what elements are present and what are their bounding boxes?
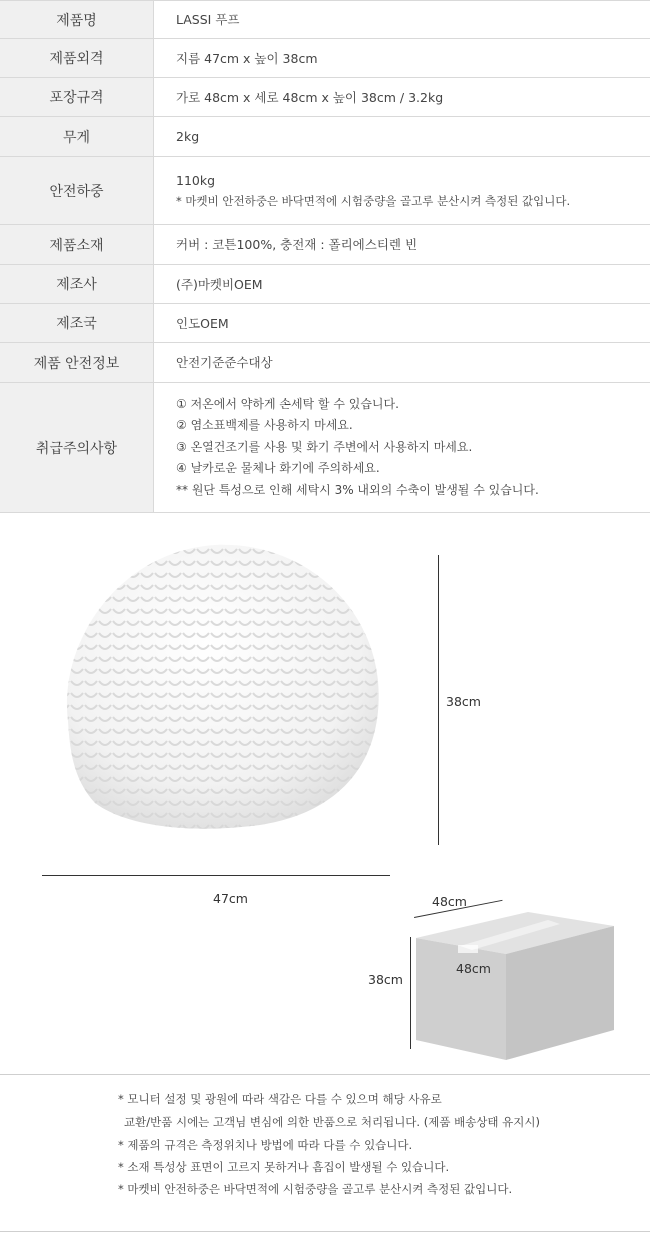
spec-table <box>0 0 650 513</box>
spec-row-dimensions <box>0 39 650 78</box>
spec-row-country <box>0 304 650 343</box>
spec-label: 무게 <box>0 117 154 156</box>
spec-row-material <box>0 225 650 265</box>
spec-value: 가로 48cm x 세로 48cm x 높이 38cm / 3.2kg <box>176 89 444 105</box>
box-height-label: 38cm <box>368 972 403 987</box>
spec-row-manufacturer <box>0 265 650 304</box>
spec-row-safe-load <box>0 157 650 225</box>
notice-section <box>0 1074 650 1232</box>
spec-label: 제품 안전정보 <box>0 343 154 382</box>
care-item: ② 염소표백제를 사용하지 마세요. <box>176 418 353 433</box>
spec-label: 취급주의사항 <box>0 383 154 512</box>
care-item: ** 원단 특성으로 인해 세탁시 3% 내외의 수축이 발생될 수 있습니다. <box>176 482 539 497</box>
spec-value: 안전기준준수대상 <box>176 355 273 370</box>
spec-row-packaging <box>0 78 650 117</box>
notice-line: * 제품의 규격은 측정위치나 방법에 따라 다를 수 있습니다. <box>118 1138 413 1152</box>
spec-label: 포장규격 <box>0 78 154 116</box>
product-illustration <box>0 511 650 1073</box>
notice-line: * 마켓비 안전하중은 바닥면적에 시험중량을 골고루 분산시켜 측정된 값입니다. <box>118 1182 513 1196</box>
notice-line: * 소재 특성상 표면이 고르지 못하거나 흠집이 발생될 수 있습니다. <box>118 1160 450 1174</box>
spec-value: LASSI 푸프 <box>176 12 240 27</box>
spec-value: 지름 47cm x 높이 38cm <box>176 50 318 66</box>
box-top-label: 48cm <box>432 894 467 909</box>
spec-value: 커버 : 코튼100%, 충전재 : 폴리에스티렌 빈 <box>176 237 418 252</box>
spec-value: (주)마켓비OEM <box>176 276 263 292</box>
notice-line: 교환/반품 시에는 고객님 변심에 의한 반품으로 처리됩니다. (제품 배송상태 유지시) <box>124 1115 540 1129</box>
spec-row-safety-info <box>0 343 650 383</box>
spec-note: * 마켓비 안전하중은 바닥면적에 시험중량을 골고루 분산시켜 측정된 값입니다. <box>176 193 571 208</box>
spec-label: 제조사 <box>0 265 154 303</box>
box-height-dimension-line <box>410 937 411 1049</box>
spec-label: 제품외격 <box>0 39 154 77</box>
spec-row-weight <box>0 117 650 157</box>
notice-line: * 모니터 설정 및 광원에 따라 색감은 다를 수 있으며 해당 사유로 <box>118 1092 442 1106</box>
care-item: ④ 날카로운 물체나 화기에 주의하세요. <box>176 461 380 476</box>
spec-value: 2kg <box>176 129 200 144</box>
spec-value: 110kg <box>176 172 216 188</box>
height-dimension-line <box>438 555 439 845</box>
pouf-width-label: 47cm <box>213 891 248 906</box>
pouf-height-label: 38cm <box>446 694 481 709</box>
spec-value: 인도OEM <box>176 315 229 331</box>
spec-label: 제조국 <box>0 304 154 342</box>
spec-row-name <box>0 0 650 39</box>
pouf-image <box>0 511 650 1073</box>
spec-label: 제품명 <box>0 1 154 38</box>
width-dimension-line <box>42 875 390 876</box>
spec-label: 안전하중 <box>0 157 154 224</box>
spec-row-care <box>0 383 650 513</box>
care-item: ① 저온에서 약하게 손세탁 할 수 있습니다. <box>176 396 399 411</box>
spec-label: 제품소재 <box>0 225 154 264</box>
box-side-label: 48cm <box>456 961 491 976</box>
care-item: ③ 온열건조기를 사용 및 화기 주변에서 사용하지 마세요. <box>176 439 473 454</box>
